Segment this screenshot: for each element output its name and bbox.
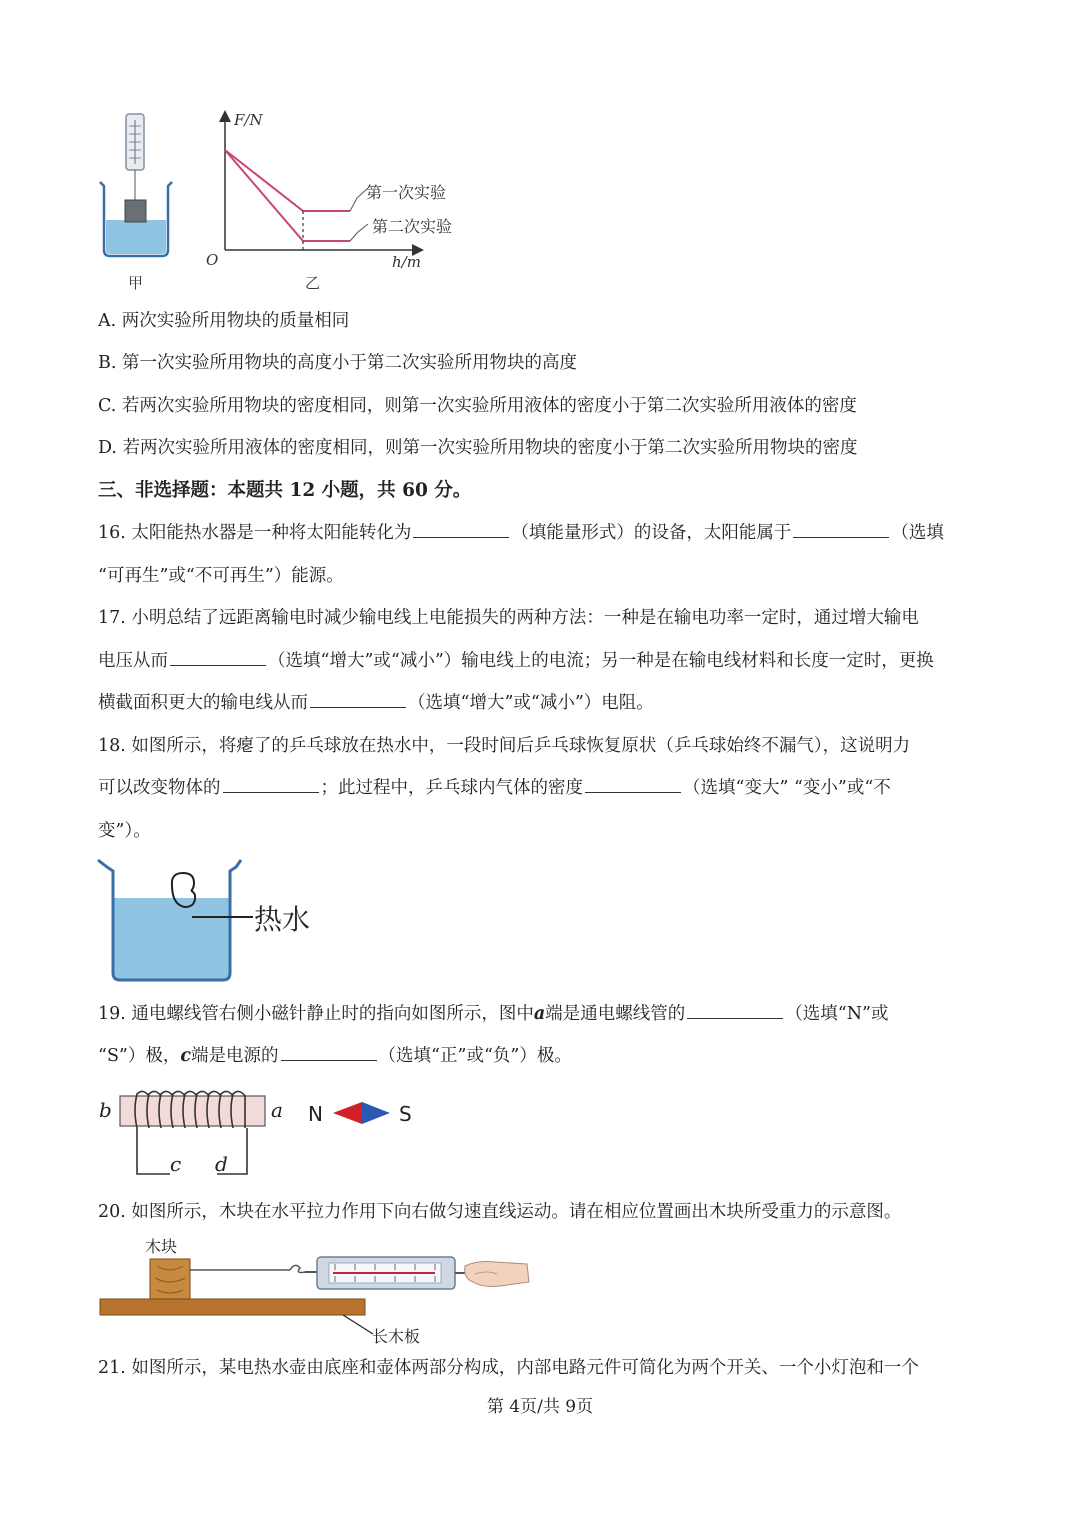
label-long-board: 长木板	[372, 1327, 421, 1346]
q19-line-2	[98, 1044, 572, 1068]
answer-blank[interactable]	[687, 1002, 783, 1019]
solenoid-end-a: a	[271, 1098, 283, 1122]
q16-text-3: （选填	[891, 523, 944, 543]
hot-water-label: 热水	[254, 903, 311, 936]
q18-text-2a: 可以改变物体的	[98, 778, 221, 798]
q15-option-d: D. 若两次实验所用液体的密度相同，则第一次实验所用物块的密度小于第二次实验所用物块的密度	[98, 438, 858, 458]
q17-text-3a: 横截面积更大的输电线从而	[98, 693, 308, 713]
series-first	[225, 150, 350, 211]
compass-needle-s	[362, 1102, 390, 1124]
answer-blank[interactable]	[170, 649, 266, 666]
q16-text-2: （填能量形式）的设备，太阳能属于	[511, 523, 792, 543]
answer-blank[interactable]	[413, 521, 509, 538]
long-board	[100, 1299, 365, 1315]
q19-text-1b: 端是通电螺线管的	[545, 1004, 686, 1024]
compass-label-n: N	[308, 1102, 323, 1126]
compass-needle-n	[333, 1102, 362, 1124]
q18-text-2b: ；此过程中，乒乓球内气体的密度	[320, 778, 583, 798]
page-number: 第 4页/共 9页	[486, 1397, 594, 1417]
block-pulling-diagram	[95, 1252, 535, 1344]
q19-text-2c: （选填“正”或“负”）极。	[378, 1046, 572, 1066]
answer-blank[interactable]	[281, 1044, 377, 1061]
figure-label-jia: 甲	[128, 274, 144, 292]
q19-text-1c: （选填“N”或	[785, 1004, 889, 1024]
q17-line-1: 17. 小明总结了远距离输电时减少输电线上电能损失的两种方法：一种是在输电功率一定时，通过增大输电	[98, 608, 919, 628]
answer-blank[interactable]	[223, 776, 319, 793]
q16-line-1	[98, 521, 944, 545]
q17-text-3b: （选填“增大”或“减小”）电阻。	[408, 693, 654, 713]
axis-label-x: h/m	[392, 253, 421, 271]
q17-text-2a: 电压从而	[98, 651, 168, 671]
terminal-c: c	[170, 1152, 182, 1176]
q19-text-2a: “S”）极，	[98, 1046, 181, 1066]
q15-option-a: A. 两次实验所用物块的质量相同	[98, 311, 350, 331]
q19-text-1a: 19. 通电螺线管右侧小磁针静止时的指向如图所示，图中	[98, 1004, 534, 1024]
compass-label-s: S	[399, 1102, 412, 1126]
q19-var-c: c	[180, 1046, 192, 1066]
figure-label-yi: 乙	[305, 274, 321, 292]
q16-line-2: “可再生”或“不可再生”）能源。	[98, 566, 344, 586]
q18-text-2c: （选填“变大” “变小”或“不	[683, 778, 891, 798]
q21-line-1: 21. 如图所示，某电热水壶由底座和壶体两部分构成，内部电路元件可简化为两个开关、一个小灯泡和一个	[98, 1358, 919, 1378]
q17-line-2	[98, 649, 934, 673]
label-wood-block: 木块	[145, 1237, 178, 1256]
legend-first: 第一次实验	[366, 183, 447, 202]
q16-text-1: 16. 太阳能热水器是一种将太阳能转化为	[98, 523, 412, 543]
q18-line-2	[98, 776, 891, 800]
answer-blank[interactable]	[793, 521, 889, 538]
q15-option-c: C. 若两次实验所用物块的密度相同，则第一次实验所用液体的密度小于第二次实验所用液体的密度	[98, 396, 857, 416]
legend-second: 第二次实验	[372, 217, 453, 236]
q18-line-3: 变”）。	[98, 821, 151, 841]
q20-line-1: 20. 如图所示，木块在水平拉力作用下向右做匀速直线运动。请在相应位置画出木块所受重力的示意图。	[98, 1202, 902, 1222]
axis-label-y: F/N	[234, 111, 263, 129]
q17-line-3	[98, 691, 654, 715]
q19-line-1	[98, 1002, 888, 1026]
axis-origin: O	[206, 251, 219, 269]
solenoid-end-b: b	[99, 1098, 112, 1122]
answer-blank[interactable]	[585, 776, 681, 793]
terminal-d: d	[215, 1152, 228, 1176]
section-heading: 三、非选择题：本题共 12 小题，共 60 分。	[98, 480, 472, 501]
q18-line-1: 18. 如图所示，将瘪了的乒乓球放在热水中，一段时间后乒乓球恢复原状（乒乓球始终不漏气），这说明力	[98, 736, 911, 756]
q19-var-a: a	[533, 1004, 546, 1024]
wire-c	[137, 1128, 170, 1174]
answer-blank[interactable]	[310, 691, 406, 708]
q17-text-2b: （选填“增大”或“减小”）输电线上的电流；另一种是在输电线材料和长度一定时，更换	[268, 651, 934, 671]
leader-second	[350, 224, 368, 241]
q19-text-2b: 端是电源的	[191, 1046, 279, 1066]
q15-option-b: B. 第一次实验所用物块的高度小于第二次实验所用物块的高度	[98, 353, 577, 373]
solenoid-core	[120, 1096, 265, 1126]
solenoid-diagram	[115, 1090, 415, 1180]
